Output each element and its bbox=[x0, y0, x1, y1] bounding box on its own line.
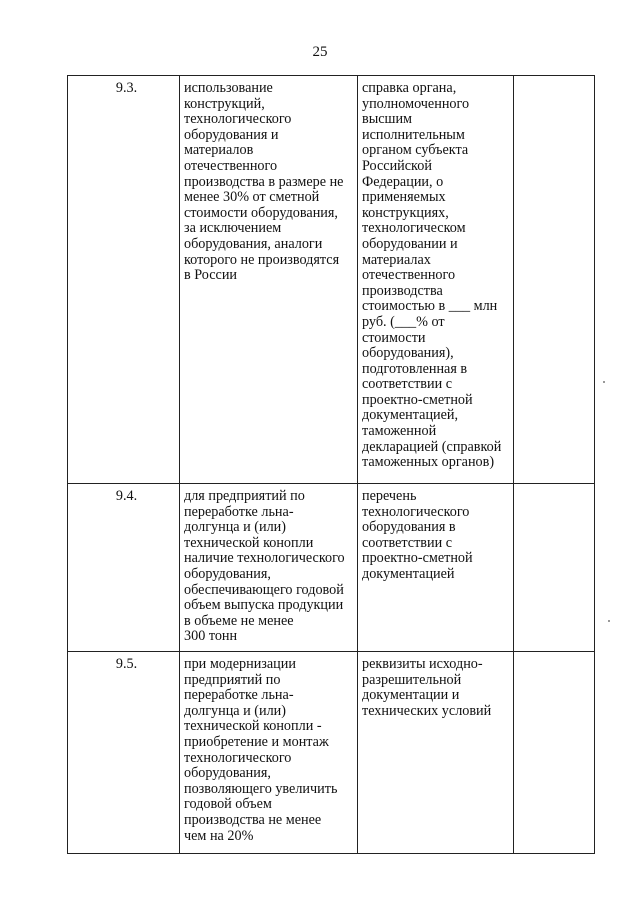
document-line: справка органа, bbox=[362, 80, 457, 96]
document-line: технологическом bbox=[362, 220, 466, 237]
document-line: Российской bbox=[362, 157, 432, 174]
document-line: оборудования), bbox=[362, 345, 454, 362]
criterion-line: технологического bbox=[184, 749, 292, 766]
document-line: органом субъекта bbox=[362, 142, 469, 159]
criterion-line: обеспечивающего годовой bbox=[184, 581, 344, 598]
document-line: оборудования в bbox=[362, 519, 456, 536]
document-line: руб. (___% от bbox=[362, 313, 445, 330]
criterion-line: за исключением bbox=[184, 220, 282, 237]
document-line: высшим bbox=[362, 111, 413, 128]
criterion-line: оборудования, bbox=[184, 765, 271, 782]
criterion-line: при модернизации bbox=[184, 656, 296, 672]
criterion-line: производства в размере не bbox=[184, 173, 344, 190]
row-number: 9.3. bbox=[115, 80, 138, 96]
row-number-cell bbox=[68, 484, 180, 652]
criterion-line: конструкций, bbox=[184, 95, 265, 112]
criterion-line: чем на 20% bbox=[184, 827, 254, 844]
scan-speck bbox=[608, 620, 610, 622]
document-line: соответствии с bbox=[362, 376, 453, 393]
criterion-line: в России bbox=[184, 267, 238, 284]
empty-cell bbox=[514, 484, 595, 652]
document-line: соответствии с bbox=[362, 534, 453, 551]
document-line: исполнительным bbox=[362, 126, 465, 143]
document-line: стоимости bbox=[362, 329, 426, 346]
document-line: уполномоченного bbox=[362, 95, 470, 112]
empty-cell bbox=[514, 652, 595, 854]
document-line: конструкциях, bbox=[362, 204, 449, 221]
row-number: 9.4. bbox=[115, 488, 138, 504]
criterion-line: приобретение и монтаж bbox=[184, 733, 329, 750]
criterion-cell bbox=[180, 76, 358, 484]
empty-cell bbox=[514, 76, 595, 484]
criterion-line: технологического bbox=[184, 111, 292, 128]
document-line: документацией, bbox=[362, 407, 459, 424]
document-line: документации и bbox=[362, 687, 460, 704]
page-number: 25 bbox=[312, 44, 328, 60]
criteria-table bbox=[67, 75, 595, 854]
criterion-line: наличие технологического bbox=[184, 550, 345, 567]
row-number: 9.5. bbox=[115, 656, 138, 672]
document-line: отечественного bbox=[362, 267, 456, 284]
table-row bbox=[68, 652, 595, 854]
criterion-line: долгунца и (или) bbox=[184, 702, 287, 719]
document-line: производства bbox=[362, 282, 443, 299]
criterion-cell bbox=[180, 652, 358, 854]
criterion-line: предприятий по bbox=[184, 671, 281, 688]
criterion-line: оборудования и bbox=[184, 126, 279, 143]
criterion-line: объем выпуска продукции bbox=[184, 597, 344, 614]
document-line: подготовленная в bbox=[362, 360, 468, 377]
document-line: таможенных органов) bbox=[362, 454, 495, 471]
criterion-line: оборудования, bbox=[184, 565, 271, 582]
document-line: проектно-сметной bbox=[362, 391, 473, 408]
criterion-line: материалов bbox=[184, 142, 254, 159]
row-number-cell bbox=[68, 652, 180, 854]
criterion-line: оборудования, аналоги bbox=[184, 235, 323, 252]
document-line: реквизиты исходно- bbox=[362, 656, 483, 672]
document-line: применяемых bbox=[362, 189, 446, 206]
document-cell bbox=[358, 76, 514, 484]
row-number-cell bbox=[68, 76, 180, 484]
document-cell bbox=[358, 652, 514, 854]
document-line: технических условий bbox=[362, 702, 492, 719]
criterion-line: отечественного bbox=[184, 157, 278, 174]
criterion-line: позволяющего увеличить bbox=[184, 780, 338, 797]
criterion-line: технической конопли bbox=[184, 534, 314, 551]
document-line: таможенной bbox=[362, 423, 437, 440]
criterion-line: 300 тонн bbox=[184, 628, 238, 645]
document-line: материалах bbox=[362, 251, 431, 268]
criterion-line: менее 30% от сметной bbox=[184, 189, 320, 206]
criterion-line: годовой объем bbox=[184, 796, 272, 813]
document-line: проектно-сметной bbox=[362, 550, 473, 567]
criterion-line: производства не менее bbox=[184, 811, 322, 828]
document-line: Федерации, о bbox=[362, 173, 444, 190]
document-line: документацией bbox=[362, 565, 455, 582]
criterion-cell bbox=[180, 484, 358, 652]
criterion-line: переработке льна- bbox=[184, 503, 294, 520]
document-line: стоимостью в ___ млн bbox=[362, 298, 498, 315]
table-row bbox=[68, 76, 595, 484]
criterion-line: переработке льна- bbox=[184, 687, 294, 704]
document-line: перечень bbox=[362, 488, 417, 504]
criterion-line: для предприятий по bbox=[184, 488, 305, 504]
criterion-line: использование bbox=[184, 80, 273, 96]
criterion-line: технической конопли - bbox=[184, 718, 322, 735]
scan-speck bbox=[603, 381, 605, 383]
document-line: технологического bbox=[362, 503, 470, 520]
criterion-line: стоимости оборудования, bbox=[184, 204, 338, 221]
criterion-line: которого не производятся bbox=[184, 251, 340, 268]
table-row bbox=[68, 484, 595, 652]
document-cell bbox=[358, 484, 514, 652]
document-line: декларацией (справкой bbox=[362, 438, 502, 455]
criterion-line: долгунца и (или) bbox=[184, 519, 287, 536]
criterion-line: в объеме не менее bbox=[184, 612, 294, 629]
document-line: оборудовании и bbox=[362, 235, 458, 252]
document-line: разрешительной bbox=[362, 671, 462, 688]
